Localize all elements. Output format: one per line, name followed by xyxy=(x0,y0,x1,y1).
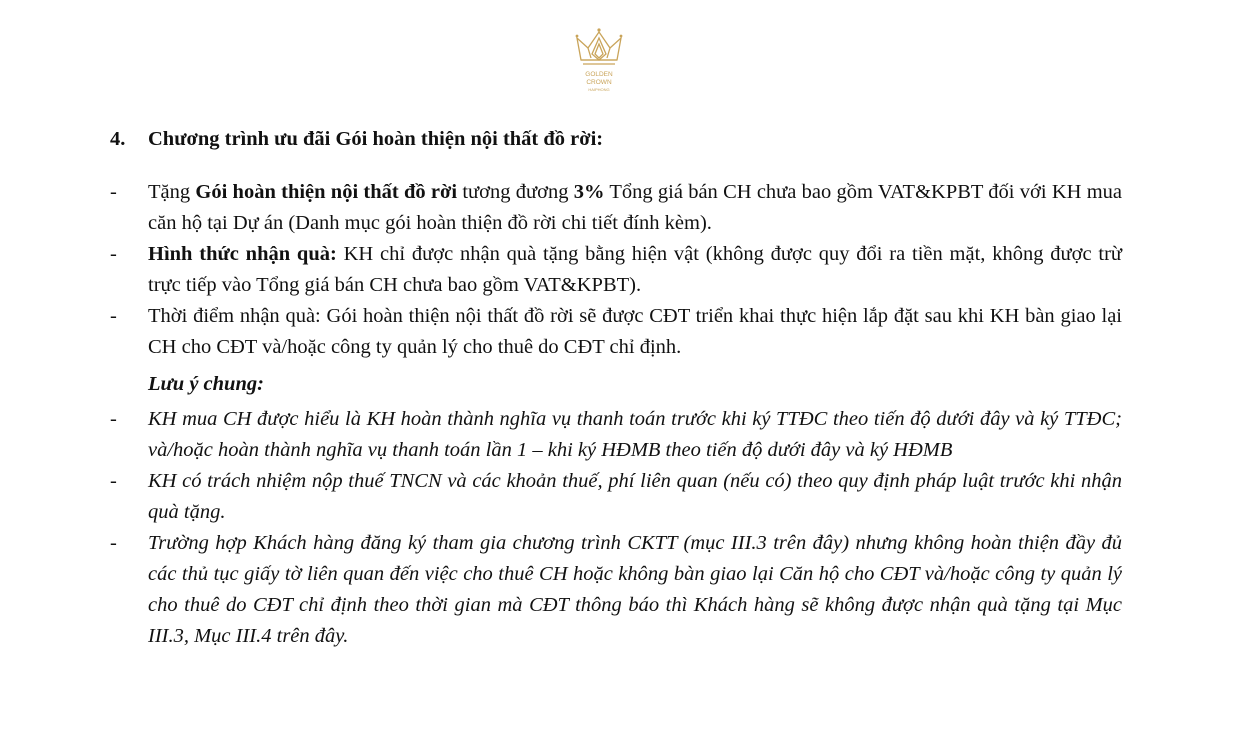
svg-text:GOLDEN: GOLDEN xyxy=(585,71,613,78)
note-text: KH mua CH được hiểu là KH hoàn thành nghĩa vụ thanh toán trước khi ký TTĐC theo tiến độ dưới đây và ký TTĐC; và/hoặc hoàn thành nghĩa vụ thanh toán lần 1 – khi ký HĐMB theo tiến độ dưới đây và ký HĐMB xyxy=(148,408,1122,461)
bullet-dash: - xyxy=(110,532,117,554)
bullet-dash: - xyxy=(110,181,117,203)
note-text: Trường hợp Khách hàng đăng ký tham gia chương trình CKTT (mục III.3 trên đây) nhưng không hoàn thiện đầy đủ các thủ tục giấy tờ liên quan đến việc cho thuê CH hoặc không bàn giao lại Căn hộ cho CĐT và/hoặc công ty quản lý cho thuê do CĐT chỉ định theo thời gian mà CĐT thông báo thì Khách hàng sẽ không được nhận quà tặng tại Mục III.3, Mục III.4 trên đây. xyxy=(148,532,1122,647)
note-text: KH có trách nhiệm nộp thuế TNCN và các khoản thuế, phí liên quan (nếu có) theo quy định pháp luật trước khi nhận quà tặng. xyxy=(148,470,1122,523)
section-number: 4. xyxy=(110,128,126,150)
bullet-dash: - xyxy=(110,408,117,430)
gift-receiving-time: Thời điểm nhận quà: Gói hoàn thiện nội thất đồ rời sẽ được CĐT triển khai thực hiện lắp đặt sau khi KH bàn giao lại CH cho CĐT và/hoặc công ty quản lý cho thuê do CĐT chỉ định. xyxy=(148,305,1122,358)
svg-text:HAIPHONG: HAIPHONG xyxy=(588,87,610,92)
bullet-dash: - xyxy=(110,470,117,492)
bullet-dash: - xyxy=(110,243,117,265)
notes-list xyxy=(110,404,1122,652)
document-body xyxy=(110,124,1122,652)
crown-icon xyxy=(571,24,627,98)
svg-text:CROWN: CROWN xyxy=(586,79,612,86)
golden-crown-logo xyxy=(571,24,627,98)
note-item xyxy=(110,466,1122,528)
gift-receiving-method: Hình thức nhận quà: KH chỉ được nhận quà tặng bằng hiện vật (không được quy đổi ra tiền mặt, không được trừ trực tiếp vào Tổng giá bán CH chưa bao gồm VAT&KPBT). xyxy=(148,243,1123,296)
gift-description: Tặng Gói hoàn thiện nội thất đồ rời tương đương 3% Tổng giá bán CH chưa bao gồm VAT&KPBT đối với KH mua căn hộ tại Dự án (Danh mục gói hoàn thiện đồ rời chi tiết đính kèm). xyxy=(148,181,1122,234)
note-item xyxy=(110,528,1122,652)
list-item xyxy=(110,177,1122,239)
note-item xyxy=(110,404,1122,466)
list-item xyxy=(110,301,1122,363)
bullet-dash: - xyxy=(110,305,117,327)
section-heading xyxy=(110,124,1122,155)
list-item xyxy=(110,239,1122,301)
notes-title: Lưu ý chung: xyxy=(148,373,264,395)
section-title: Chương trình ưu đãi Gói hoàn thiện nội thất đồ rời: xyxy=(148,128,604,150)
